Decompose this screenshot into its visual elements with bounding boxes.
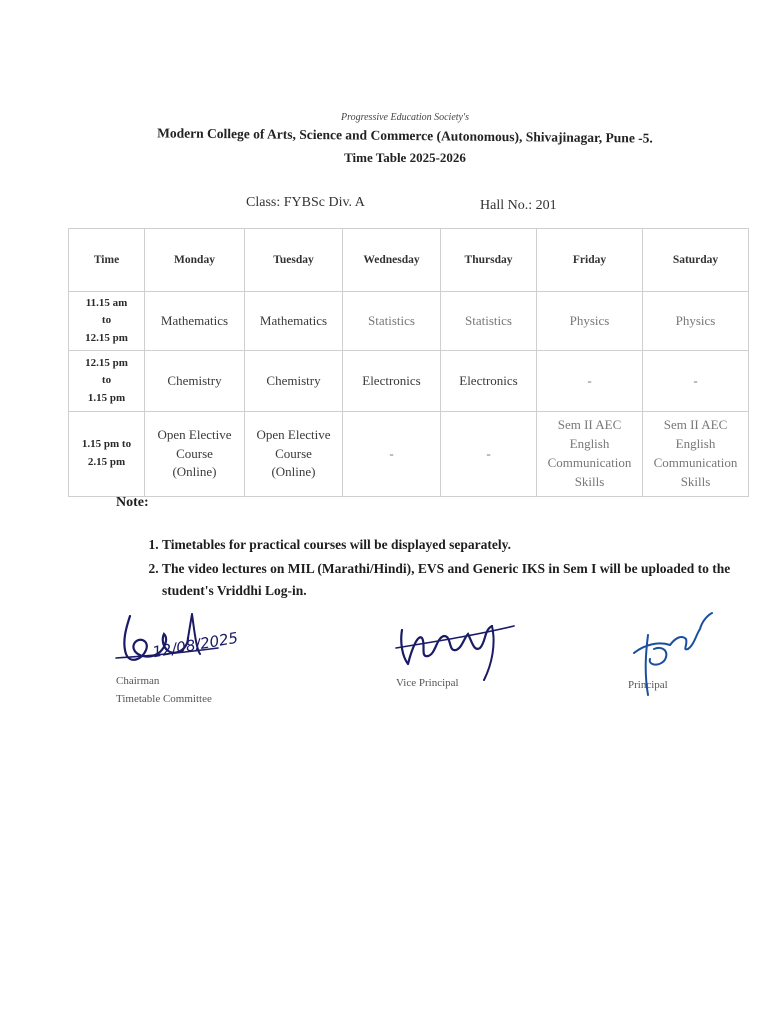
table-cell	[145, 412, 245, 497]
cell-text: -	[693, 372, 698, 388]
time-line: 12.15 pm	[85, 356, 128, 369]
cell-text: Skills	[574, 473, 605, 489]
time-line: 12.15 pm	[85, 331, 128, 344]
note-item: 2. The video lectures on MIL (Marathi/Hindi), EVS and Generic IKS in Sem I will be uploaded to the student's Vriddhi Log-in.	[162, 558, 752, 602]
table-cell	[441, 292, 537, 351]
table-cell	[441, 351, 537, 412]
cell-text: Course	[176, 445, 213, 461]
table-cell	[643, 351, 749, 412]
time-line: 11.15 am	[85, 296, 128, 309]
note-label: Note:	[116, 495, 149, 510]
chairman-date: 12/08/2025	[151, 628, 240, 662]
cell-text: -	[486, 445, 491, 461]
hall-label: Hall No.: 201	[480, 198, 557, 213]
time-line: 1.15 pm to	[81, 438, 132, 451]
time-line: to	[101, 314, 112, 327]
table-cell	[145, 292, 245, 351]
cell-text: Open Elective	[256, 426, 331, 442]
cell-text: Mathematics	[160, 312, 229, 328]
table-cell	[643, 412, 749, 497]
class-label: Class: FYBSc Div. A	[246, 195, 365, 210]
cell-text: Sem II AEC	[663, 417, 728, 433]
cell-text: Course	[275, 445, 312, 461]
table-cell	[245, 351, 343, 412]
chairman-caption: Chairman	[116, 675, 160, 687]
column-header: Friday	[537, 229, 643, 292]
cell-text: (Online)	[172, 464, 217, 480]
vice-principal-signature	[392, 608, 522, 688]
time-cell	[69, 412, 145, 497]
column-header: Saturday	[643, 229, 749, 292]
cell-text: English	[569, 436, 610, 452]
column-header: Thursday	[441, 229, 537, 292]
cell-text: Sem II AEC	[557, 417, 622, 433]
time-cell	[69, 292, 145, 351]
note-item: 1. Timetables for practical courses will be displayed separately.	[162, 534, 752, 556]
society-name: Progressive Education Society's	[340, 112, 470, 123]
cell-text: Communication	[547, 455, 632, 470]
table-cell	[537, 292, 643, 351]
table-cell	[537, 351, 643, 412]
column-header: Wednesday	[343, 229, 441, 292]
cell-text: Electronics	[362, 372, 421, 388]
timetable-title: Time Table 2025-2026	[344, 150, 466, 165]
cell-text: (Online)	[271, 464, 316, 480]
column-header: Monday	[145, 229, 245, 292]
college-name: Modern College of Arts, Science and Commerce (Autonomous), Shivajinagar, Pune -5.	[157, 125, 653, 146]
cell-text: Chemistry	[167, 372, 222, 388]
cell-text: Skills	[680, 473, 711, 489]
table-cell	[643, 292, 749, 351]
table-row	[69, 412, 749, 497]
table-header-row	[69, 229, 749, 292]
cell-text: Electronics	[459, 372, 518, 388]
cell-text: Statistics	[465, 312, 512, 328]
time-line: 2.15 pm	[87, 456, 126, 468]
table-row	[69, 292, 749, 351]
table-cell	[537, 412, 643, 497]
cell-text: Open Elective	[157, 426, 232, 442]
cell-text: -	[389, 445, 394, 461]
table-cell	[145, 351, 245, 412]
cell-text: Statistics	[368, 312, 415, 328]
principal-caption: Principal	[628, 679, 668, 691]
cell-text: Physics	[569, 312, 610, 328]
cell-text: Communication	[653, 455, 738, 470]
table-cell	[343, 292, 441, 351]
cell-text: English	[675, 436, 716, 452]
cell-text: -	[587, 372, 592, 388]
cell-text: Mathematics	[259, 312, 328, 328]
committee-caption: Timetable Committee	[116, 693, 212, 705]
time-line: 1.15 pm	[87, 391, 126, 404]
table-cell	[245, 292, 343, 351]
column-header: Tuesday	[245, 229, 343, 292]
table-cell	[441, 412, 537, 497]
table-cell	[343, 412, 441, 497]
table-row	[69, 351, 749, 412]
table-cell	[343, 351, 441, 412]
time-cell	[69, 351, 145, 412]
timetable-table	[68, 228, 749, 497]
column-header: Time	[69, 229, 145, 292]
time-line: to	[101, 374, 112, 387]
table-cell	[245, 412, 343, 497]
vice-principal-caption: Vice Principal	[396, 677, 459, 689]
cell-text: Physics	[675, 312, 716, 328]
cell-text: Chemistry	[266, 372, 321, 388]
notes-list	[126, 534, 752, 604]
